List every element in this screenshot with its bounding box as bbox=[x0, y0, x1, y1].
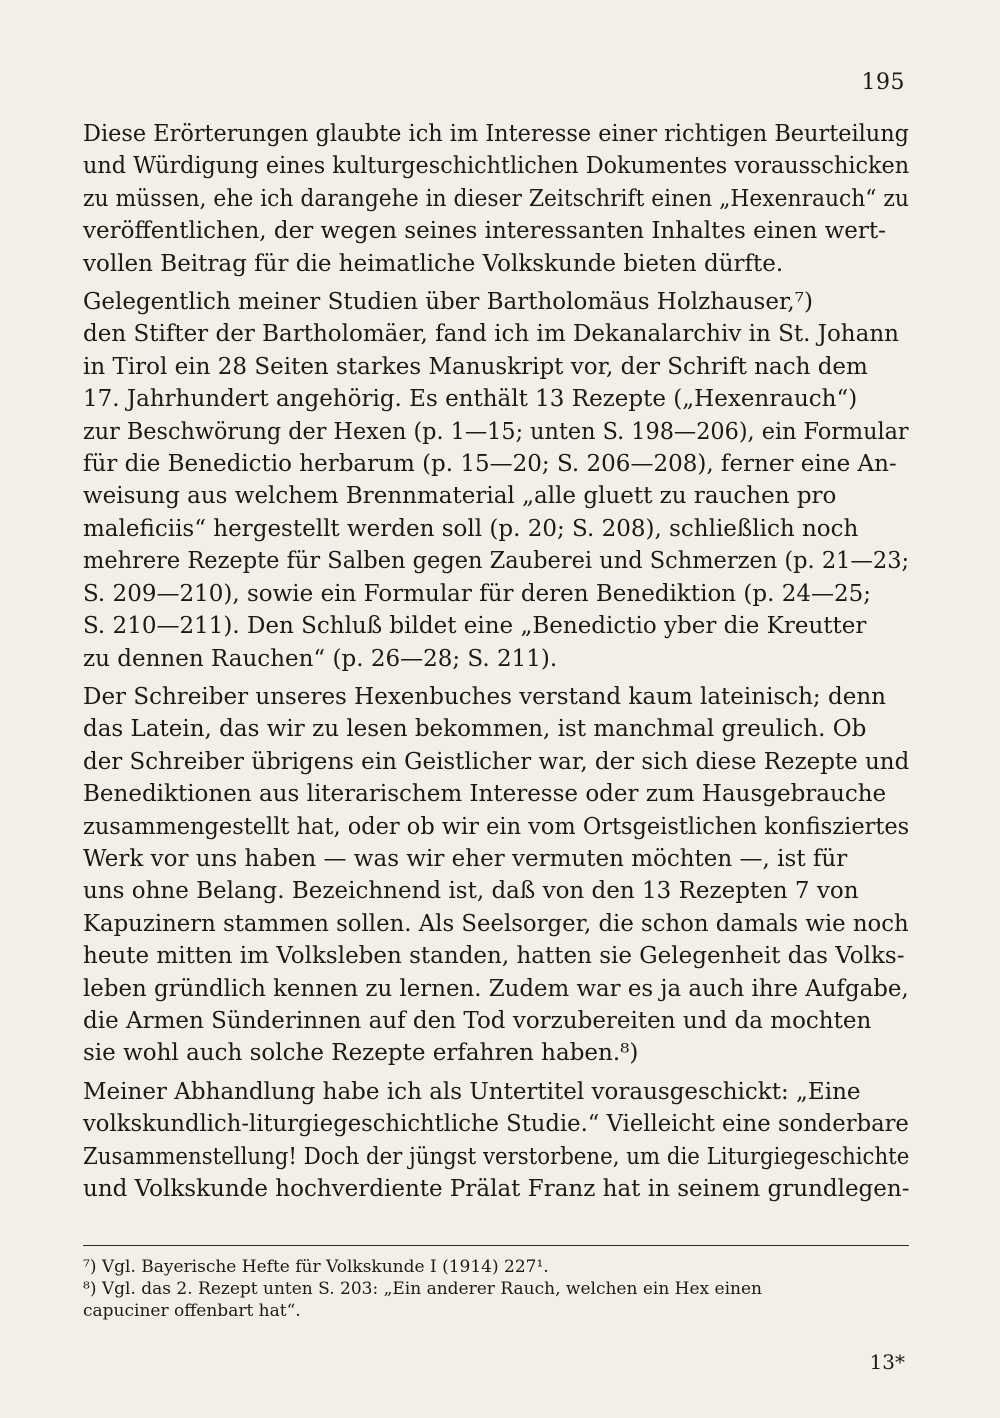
text-line: die Armen Sünderinnen auf den Tod vorzubereiten und da mochten bbox=[83, 1007, 872, 1034]
text-line: 17. Jahrhundert angehörig. Es enthält 13 Rezepte („Hexenrauch“) bbox=[83, 386, 858, 413]
text-line: zu müssen, ehe ich darangehe in dieser Zeitschrift einen „Hexenrauch“ zu bbox=[83, 185, 909, 212]
text-line: und Würdigung eines kulturgeschichtlichen Dokumentes vorausschicken bbox=[83, 153, 910, 180]
text-line: der Schreiber übrigens ein Geistlicher war, der sich diese Rezepte und bbox=[83, 748, 910, 775]
footnote-divider bbox=[83, 1245, 909, 1246]
paragraph bbox=[83, 118, 909, 280]
paragraph bbox=[83, 1076, 909, 1206]
text-line: und Volkskunde hochverdiente Prälat Franz hat in seinem grundlegen- bbox=[83, 1176, 910, 1202]
text-line: zur Beschwörung der Hexen (p. 1—15; unten S. 198—206), ein Formular bbox=[83, 418, 909, 445]
text-line: mehrere Rezepte für Salben gegen Zauberei und Schmerzen (p. 21—23; bbox=[83, 548, 910, 575]
text-line: volkskundlich-liturgiegeschichtliche Studie.“ Vielleicht eine sonderbare bbox=[83, 1111, 909, 1138]
text-line: S. 210—211). Den Schluß bildet eine „Benedictio yber die Kreutter bbox=[83, 613, 867, 640]
text-line: das Latein, das wir zu lesen bekommen, ist manchmal greulich. Ob bbox=[83, 716, 867, 743]
text-line: Gelegentlich meiner Studien über Bartholomäus Holzhauser,⁷) bbox=[83, 289, 813, 316]
text-line: maleficiis“ hergestellt werden soll (p. 20; S. 208), schließlich noch bbox=[83, 515, 859, 542]
text-line: Zusammenstellung! Doch der jüngst verstorbene, um die Liturgiegeschichte bbox=[83, 1143, 910, 1170]
text-line: veröffentlichen, der wegen seines interessanten Inhaltes einen wert- bbox=[83, 218, 886, 245]
body-text bbox=[83, 118, 909, 1211]
footnote-line: capuciner offenbart hat“. bbox=[83, 1301, 301, 1321]
footnote-line: ⁸) Vgl. das 2. Rezept unten S. 203: „Ein anderer Rauch, welchen ein Hex einen bbox=[83, 1279, 763, 1299]
footnote-line: ⁷) Vgl. Bayerische Hefte für Volkskunde I (1914) 227¹. bbox=[83, 1257, 549, 1277]
text-line: zu dennen Rauchen“ (p. 26—28; S. 211). bbox=[83, 645, 558, 672]
text-line: den Stifter der Bartholomäer, fand ich im Dekanalarchiv in St. Johann bbox=[83, 321, 899, 348]
text-line: uns ohne Belang. Bezeichnend ist, daß von den 13 Rezepten 7 von bbox=[83, 878, 859, 905]
text-line: heute mitten im Volksleben standen, hatten sie Gelegenheit das Volks- bbox=[83, 943, 905, 970]
paragraph bbox=[83, 286, 909, 675]
text-line: Meiner Abhandlung habe ich als Untertitel vorausgeschickt: „Eine bbox=[83, 1078, 861, 1105]
text-line: für die Benedictio herbarum (p. 15—20; S. 206—208), ferner eine An- bbox=[83, 451, 897, 478]
text-line: zusammengestellt hat, oder ob wir ein vom Ortsgeistlichen konfisziertes bbox=[83, 813, 910, 840]
text-line: weisung aus welchem Brennmaterial „alle gluett zu rauchen pro bbox=[83, 483, 837, 510]
text-line: leben gründlich kennen zu lernen. Zudem war es ja auch ihre Aufgabe, bbox=[83, 975, 909, 1002]
text-line: vollen Beitrag für die heimatliche Volkskunde bieten dürfte. bbox=[83, 250, 784, 277]
text-line: Benediktionen aus literarischem Interesse oder zum Hausgebrauche bbox=[83, 781, 887, 808]
text-line: S. 209—210), sowie ein Formular für deren Benediktion (p. 24—25; bbox=[83, 580, 872, 607]
text-line: Kapuzinern stammen sollen. Als Seelsorger, die schon damals wie noch bbox=[83, 910, 909, 937]
text-line: Der Schreiber unseres Hexenbuches verstand kaum lateinisch; denn bbox=[83, 683, 886, 710]
text-line: Werk vor uns haben — was wir eher vermuten möchten —, ist für bbox=[83, 845, 848, 872]
text-line: sie wohl auch solche Rezepte erfahren haben.⁸) bbox=[83, 1040, 639, 1067]
page-number: 195 bbox=[861, 70, 905, 95]
text-line: in Tirol ein 28 Seiten starkes Manuskript vor, der Schrift nach dem bbox=[83, 353, 868, 380]
footnotes bbox=[83, 1256, 909, 1322]
sheet-signature: 13* bbox=[869, 1350, 905, 1374]
text-line: Diese Erörterungen glaubte ich im Interesse einer richtigen Beurteilung bbox=[83, 121, 909, 147]
paragraph bbox=[83, 681, 909, 1070]
